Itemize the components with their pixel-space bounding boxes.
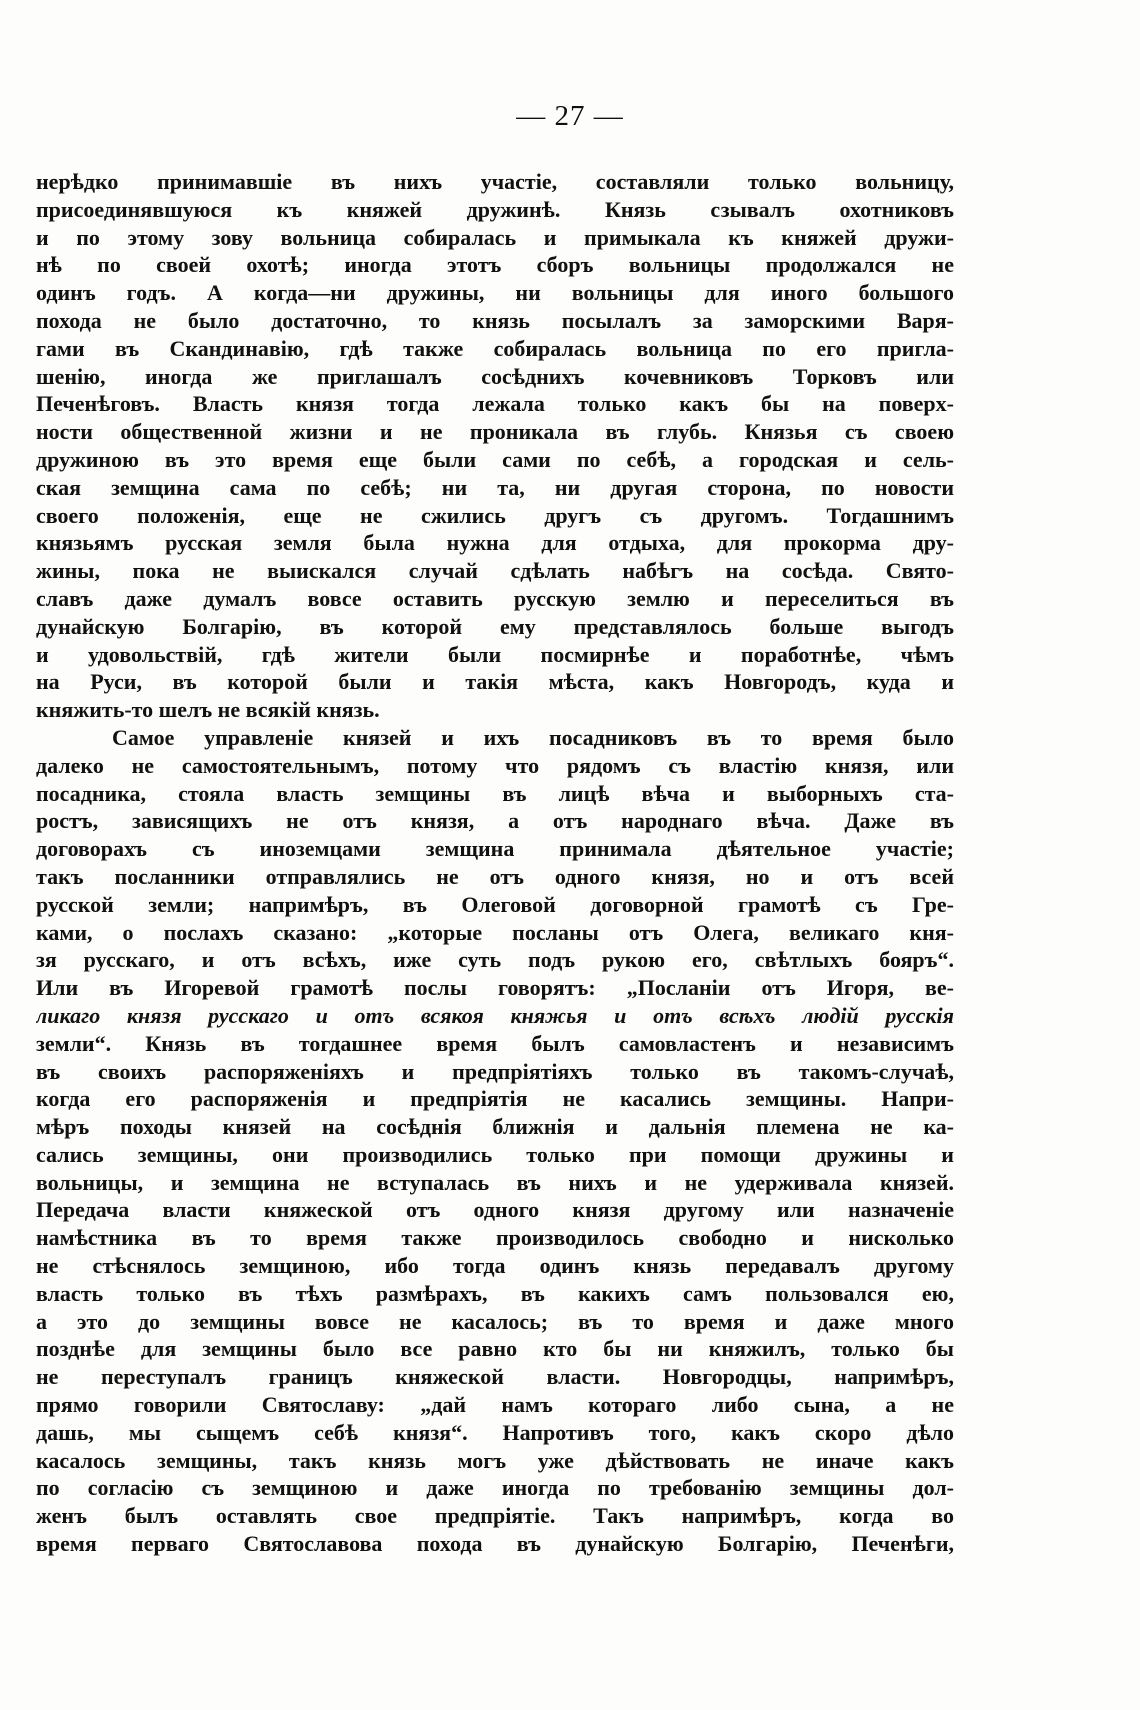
text-line: такъ посланники отправлялись не отъ одного князя, но и отъ всей (36, 863, 954, 889)
text-line: и удовольствій, гдѣ жители были посмирнѣе и поработнѣе, чѣмъ (36, 641, 954, 667)
text-line: не переступалъ границъ княжеской власти. Новгородцы, напримѣръ, (36, 1364, 954, 1390)
text-line: дунайскую Болгарію, въ которой ему представлялось больше выгодъ (36, 613, 954, 639)
text-line: въ своихъ распоряженіяхъ и предпріятіяхъ только въ такомъ-случаѣ, (36, 1058, 954, 1084)
text-line: время перваго Святославова похода въ дунайскую Болгарію, Печенѣги, (36, 1531, 954, 1557)
text-line: ности общественной жизни и не проникала въ глубь. Князья съ своею (36, 419, 954, 445)
text-line: нѣ по своей охотѣ; иногда этотъ сборъ вольницы продолжался не (36, 252, 954, 278)
text-line: ростъ, зависящихъ не отъ князя, а отъ народнаго вѣча. Даже въ (36, 808, 954, 834)
text-line: шенію, иногда же приглашалъ сосѣднихъ кочевниковъ Торковъ или (36, 363, 954, 389)
text-line: Или въ Игоревой грамотѣ послы говорятъ: „Посланіи отъ Игоря, ве- (36, 975, 954, 1001)
text-line: на Руси, въ которой были и такія мѣста, какъ Новгородъ, куда и (36, 669, 954, 695)
text-line: договорахъ съ иноземцами земщина принимала дѣятельное участіе; (36, 836, 954, 862)
text-line: жины, пока не выискался случай сдѣлать набѣгъ на сосѣда. Свято- (36, 558, 954, 584)
paragraph-end-line: княжить-то шелъ не всякій князь. (36, 697, 380, 723)
text-line: дружиною въ это время еще были сами по себѣ, а городская и сель- (36, 446, 954, 472)
text-line: славъ даже думалъ вовсе оставить русскую землю и переселиться въ (36, 585, 954, 611)
text-line: посадника, стояла власть земщины въ лицѣ вѣча и выборныхъ ста- (36, 780, 954, 806)
text-line: и по этому зову вольница собиралась и примыкала къ княжей дружи- (36, 224, 954, 250)
text-line: своего положенія, еще не сжились другъ съ другомъ. Тогдашнимъ (36, 502, 954, 528)
text-line: ская земщина сама по себѣ; ни та, ни другая сторона, по новости (36, 474, 954, 500)
text-line: князьямъ русская земля была нужна для отдыха, для прокорма дру- (36, 530, 954, 556)
text-line: далеко не самостоятельнымъ, потому что рядомъ съ властію князя, или (36, 752, 954, 778)
text-line: присоединявшуюся къ княжей дружинѣ. Князь сзывалъ охотниковъ (36, 196, 954, 222)
text-line: земли“. Князь въ тогдашнее время былъ самовластенъ и независимъ (36, 1030, 954, 1056)
body-text (36, 168, 954, 1558)
text-line: когда его распоряженія и предпріятія не касались земщины. Напри- (36, 1086, 954, 1112)
text-line: касалось земщины, такъ князь могъ уже дѣйствовать не иначе какъ (36, 1447, 954, 1473)
quote-line: ликаго князя русскаго и отъ всякоя княжья и отъ всѣхъ людій русскія (36, 1002, 954, 1028)
text-line: Печенѣговъ. Власть князя тогда лежала только какъ бы на поверх- (36, 391, 954, 417)
text-line: женъ былъ оставлять свое предпріятіе. Такъ напримѣръ, когда во (36, 1503, 954, 1529)
text-line: по согласію съ земщиною и даже иногда по требованію земщины дол- (36, 1475, 954, 1501)
text-line: вольницы, и земщина не вступалась въ нихъ и не удерживала князей. (36, 1169, 954, 1195)
text-line: гами въ Скандинавію, гдѣ также собиралась вольница по его пригла- (36, 335, 954, 361)
text-line: власть только въ тѣхъ размѣрахъ, въ какихъ самъ пользовался ею, (36, 1280, 954, 1306)
page-number: — 27 — (516, 100, 624, 132)
text-line: а это до земщины вовсе не касалось; въ то время и даже много (36, 1308, 954, 1334)
text-line: ками, о послахъ сказано: „которые посланы отъ Олега, великаго кня- (36, 919, 954, 945)
text-line: прямо говорили Святославу: „дай намъ котораго либо сына, а не (36, 1392, 954, 1418)
quote-line: зя русскаго, и отъ всѣхъ, иже суть подъ рукою его, свѣтлыхъ бояръ“. (36, 947, 954, 973)
text-line: похода не было достаточно, то князь посылалъ за заморскими Варя- (36, 307, 954, 333)
text-line: дашь, мы сыщемъ себѣ князя“. Напротивъ того, какъ скоро дѣло (36, 1419, 954, 1445)
text-line: не стѣснялось земщиною, ибо тогда одинъ князь передавалъ другому (36, 1253, 954, 1279)
text-line: позднѣе для земщины было все равно кто бы ни княжилъ, только бы (36, 1336, 954, 1362)
paragraph-start-line: Самое управленіе князей и ихъ посадниковъ въ то время было (112, 724, 954, 750)
text-line: Передача власти княжеской отъ одного князя другому или назначеніе (36, 1197, 954, 1223)
text-line: сались земщины, они производились только при помощи дружины и (36, 1141, 954, 1167)
text-line: намѣстника въ то время также производилось свободно и нисколько (36, 1225, 954, 1251)
text-line: одинъ годъ. А когда—ни дружины, ни вольницы для иного большого (36, 280, 954, 306)
text-line: русской земли; напримѣръ, въ Олеговой договорной грамотѣ съ Гре- (36, 891, 954, 917)
text-line: нерѣдко принимавшіе въ нихъ участіе, составляли только вольницу, (36, 169, 954, 194)
text-line: мѣръ походы князей на сосѣднія ближнія и дальнія племена не ка- (36, 1114, 954, 1140)
